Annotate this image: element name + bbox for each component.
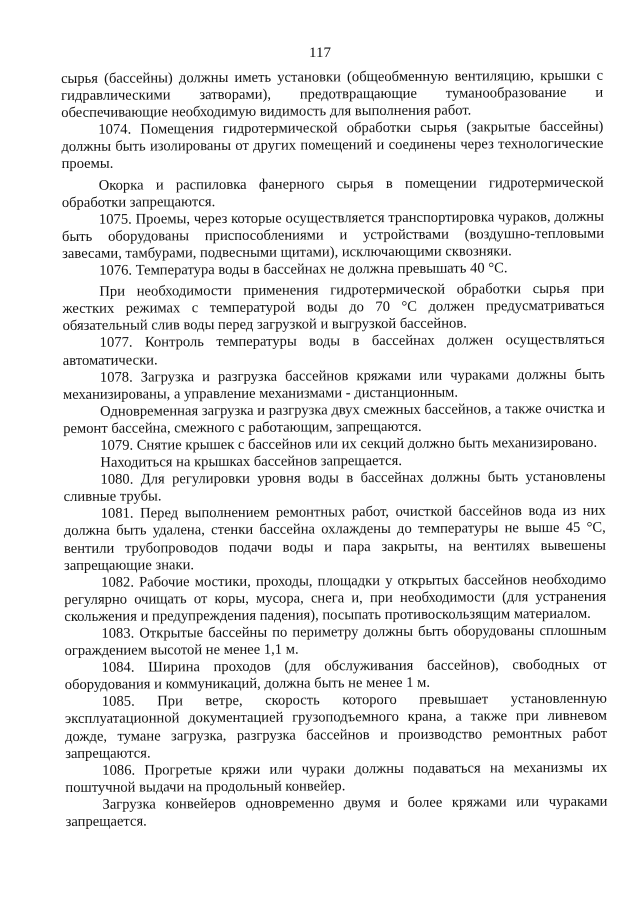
paragraph-1085: 1085. При ветре, скорость которого превышает установленную эксплуатационной документацией грузоподъемного крана, а также при ливневом дожде, тумане загрузка, разгрузка бассейнов и производство ремонтных работ запрещаются. xyxy=(64,691,608,762)
paragraph-1081: 1081. Перед выполнением ремонтных работ, очисткой бассейнов вода из них должна быть удалена, стенки бассейна охлаждены до температуры не выше 45 °С, вентили трубопроводов подачи воды и пара закрыты, на вентилях вывешены запрещающие знаки. xyxy=(63,503,606,574)
paragraph-1078: 1078. Загрузка и разгрузка бассейнов кряжами или чураками должны быть механизированы, а управление механизмами - дистанционным. xyxy=(62,366,605,403)
paragraph-1075: 1075. Проемы, через которые осуществляется транспортировка чураков, должны быть оборудованы приспособлениями и устройствами (воздушно-тепловыми завесами, тамбурами, подвесными щитами), исключающими сквозняки. xyxy=(61,208,605,262)
paragraph-1084: 1084. Ширина проходов (для обслуживания бассейнов), свободных от оборудования и коммуникаций, должна быть не менее 1 м. xyxy=(64,656,607,694)
body-text xyxy=(61,68,608,831)
paragraph-1080: 1080. Для регулировки уровня воды в бассейнах должны быть установлены сливные трубы. xyxy=(63,468,606,506)
paragraph-1079-note: Находиться на крышках бассейнов запрещается. xyxy=(100,452,403,471)
page-number: 117 xyxy=(309,45,331,61)
paragraph-1086-note: Загрузка конвейеров одновременно двумя и более кряжами или чураками запрещается. xyxy=(65,793,608,831)
paragraph-1074-note: Окорка и распиловка фанерного сырья в помещении гидротермической обработки запрещаются. xyxy=(61,174,604,211)
paragraph-1079: 1079. Снятие крышек с бассейнов или их секций должно быть механизировано. xyxy=(100,434,598,454)
paragraph-1076: 1076. Температура воды в бассейнах не должна превышать 40 °С. xyxy=(99,260,508,279)
paragraph-1076-note: При необходимости применения гидротермической обработки сырья при жестких режимах с температурой воды до 70 °С должен предусматриваться обязательный слив воды перед загрузкой и выгрузкой бассейнов. xyxy=(62,280,605,335)
paragraph-1086: 1086. Прогретые кряжи или чураки должны подаваться на механизмы их поштучной выдачи на продольный конвейер. xyxy=(65,759,608,796)
paragraph-1078-note: Одновременная загрузка и разгрузка двух смежных бассейнов, а также очистка и ремонт бассейна, смежного с работающим, запрещаются. xyxy=(63,400,606,437)
paragraph-1082: 1082. Рабочие мостики, проходы, площадки у открытых бассейнов необходимо регулярно очищать от коры, мусора, снега и, при необходимости (для устранения скольжения и предупреждения падения), посыпать противоскользящим материалом. xyxy=(64,571,607,625)
paragraph-continuation: сырья (бассейны) должны иметь установки (общеобменную вентиляцию, крышки с гидравлическими затворами), предотвращающие туманообразование и обеспечивающие необходимую видимость для выполнения работ. xyxy=(61,67,604,122)
paragraph-1074: 1074. Помещения гидротермической обработки сырья (закрытые бассейны) должны быть изолированы от других помещений и соединены через технологические проемы. xyxy=(61,118,604,173)
paragraph-1077: 1077. Контроль температуры воды в бассейнах должен осуществляться автоматически. xyxy=(62,332,605,369)
paragraph-1083: 1083. Открытые бассейны по периметру должны быть оборудованы сплошным ограждением высотой не менее 1,1 м. xyxy=(64,622,607,660)
